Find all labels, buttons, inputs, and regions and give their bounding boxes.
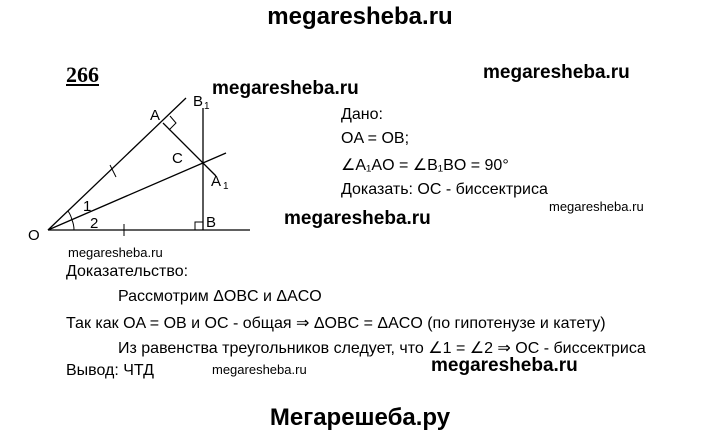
label-b: B [206,214,217,231]
right-angle-b [195,222,203,230]
perpendicular-aa1 [163,123,216,176]
label-c: C [172,150,183,167]
label-a1: A [211,173,222,190]
angle-arc-1 [68,211,72,220]
label-angle-1: 1 [83,198,92,215]
watermark: megaresheba.ru [549,199,644,214]
proof-line-2: Так как OA = OB и OC - общая ⇒ ΔOBC = ΔACO (по гипотенузе и катету) [66,315,606,332]
ray-oc [48,153,226,230]
angle-arc-2 [72,220,74,230]
proof-conclusion: Вывод: ЧТД [66,362,155,379]
label-b1: B [193,93,204,110]
watermark: megaresheba.ru [212,362,307,377]
watermark: megaresheba.ru [431,355,578,376]
problem-number: 266 [66,62,99,87]
given-line-1: OA = OB; [341,130,410,147]
ray-oa [48,98,186,230]
watermark: megaresheba.ru [212,78,359,99]
watermark: megaresheba.ru [68,245,163,260]
tick-oa [110,165,116,177]
label-angle-2: 2 [90,215,99,232]
prove-statement: Доказать: OC - биссектриса [341,181,548,198]
watermark-bottom: Мегарешеба.ру [269,404,451,431]
given-line-2: ∠A₁AO = ∠B₁BO = 90° [341,157,509,174]
label-o: O [28,227,40,244]
proof-line-1: Рассмотрим ΔOBC и ΔACO [118,288,322,305]
watermark-top: megaresheba.ru [267,3,453,30]
label-a: A [150,107,161,124]
label-a1-sub: 1 [223,181,229,192]
right-angle-a [169,116,176,130]
given-heading: Дано: [341,106,383,123]
proof-heading: Доказательство: [66,263,189,280]
watermark: megaresheba.ru [284,208,431,229]
proof-line-3: Из равенства треугольников следует, что ∠1 = ∠2 ⇒ OC - биссектриса [118,340,646,357]
watermark: megaresheba.ru [483,62,630,83]
label-b1-sub: 1 [204,101,210,112]
